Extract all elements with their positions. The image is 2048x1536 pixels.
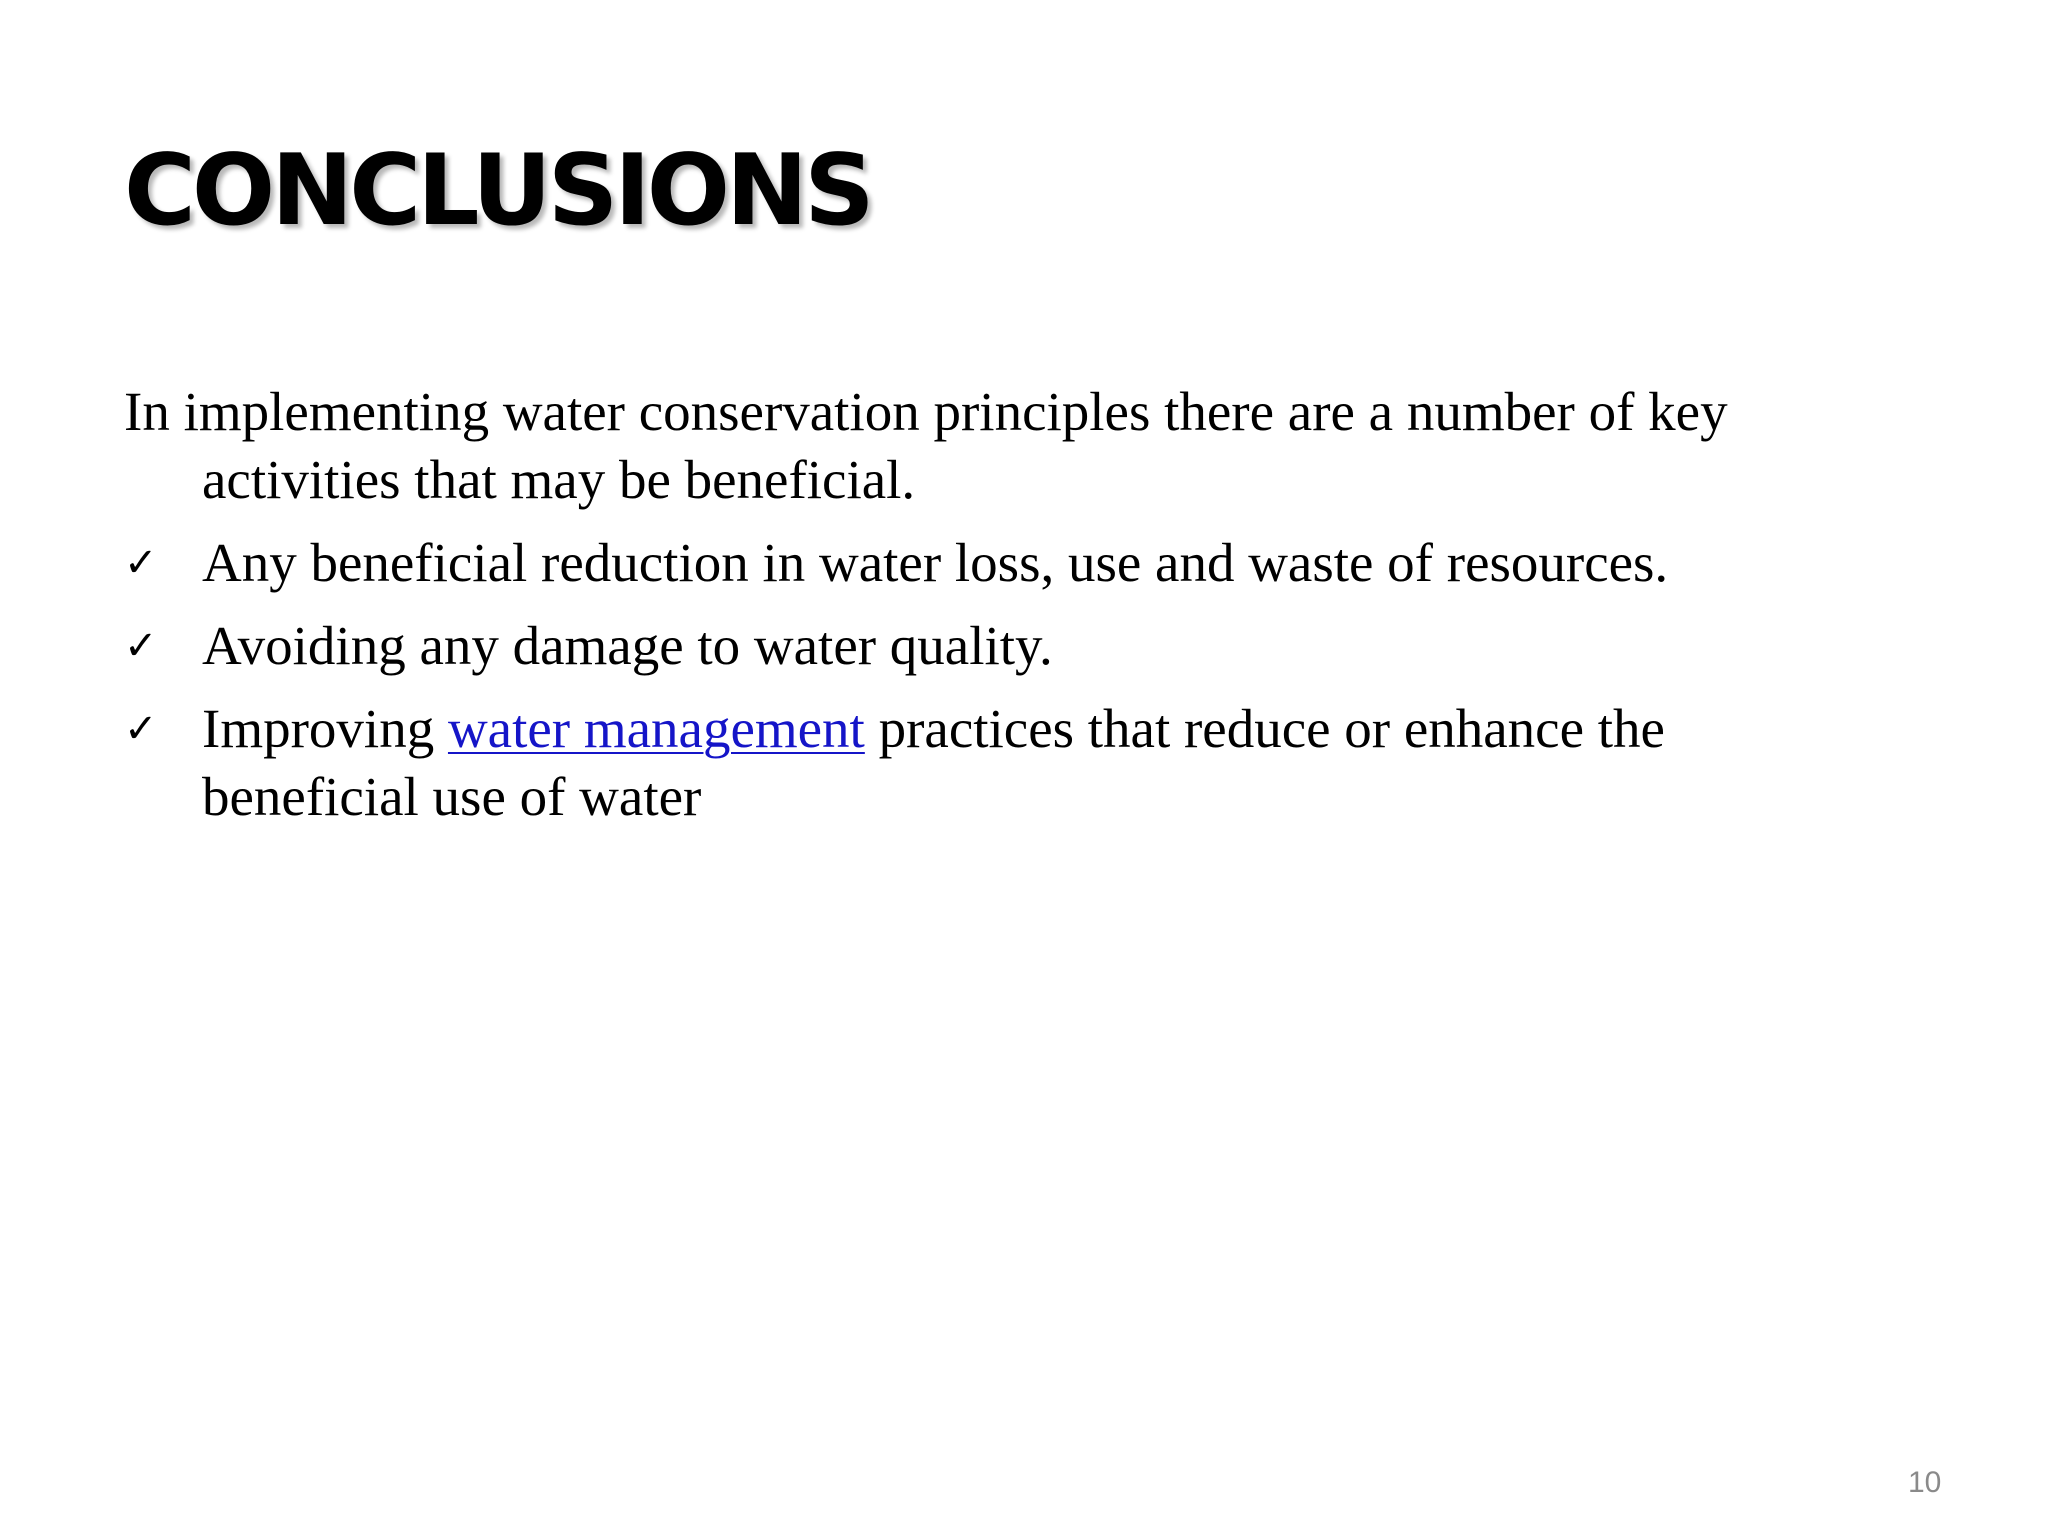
slide-title: CONCLUSIONS: [124, 134, 871, 248]
bullet-text: Any beneficial reduction in water loss, use and waste of resources.: [202, 532, 1669, 593]
checkmark-icon: ✓: [124, 706, 158, 752]
page-number: 10: [1908, 1466, 1942, 1499]
checkmark-icon: ✓: [124, 540, 158, 586]
bullet-text: Avoiding any damage to water quality.: [202, 615, 1053, 676]
checkmark-icon: ✓: [124, 623, 158, 669]
slide-body: [124, 378, 1884, 831]
list-item: [124, 695, 1884, 831]
water-management-link[interactable]: water management: [447, 698, 865, 759]
bullet-list: [124, 529, 1884, 831]
list-item: [124, 529, 1884, 597]
list-item: [124, 612, 1884, 680]
intro-paragraph: In implementing water conservation principles there are a number of key activities that may be beneficial.: [124, 381, 1728, 510]
bullet-text-before-link: Improving: [202, 698, 448, 759]
bullet-text-after-link: practices that reduce or enhance the beneficial use of water: [202, 698, 1665, 827]
